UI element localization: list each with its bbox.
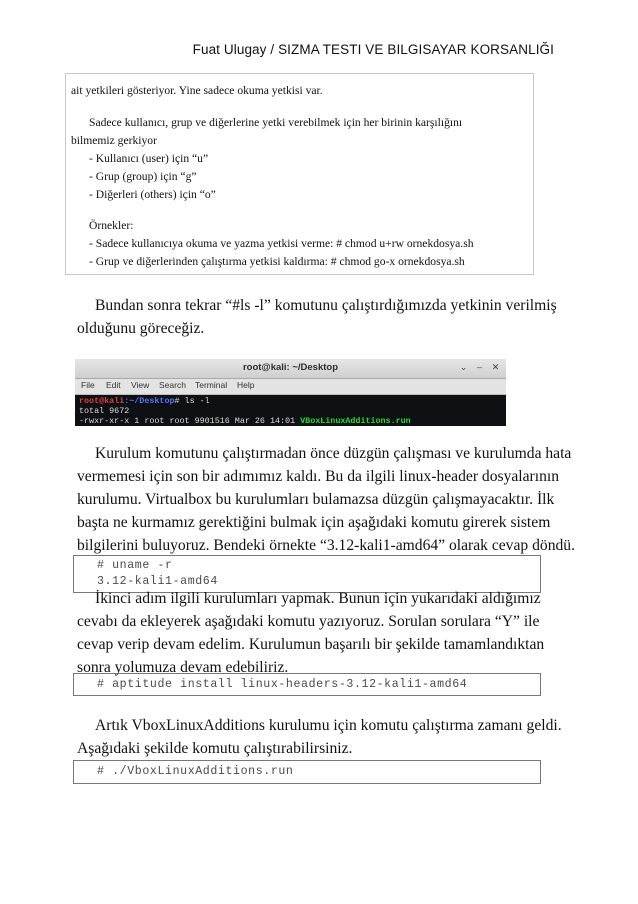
paragraph-line: Bundan sonra tekrar “#ls -l” komutunu çalıştırdığımızda yetkinin verilmiş [95, 297, 557, 314]
minimize-icon[interactable]: ‒ [476, 362, 482, 372]
prompt-path: :~/Desktop [124, 396, 175, 406]
paragraph-line: başta ne kurmamız gerektiğini bulmak için aşağıdaki komutu girerek sistem [77, 514, 551, 531]
info-box [65, 73, 534, 275]
paragraph-line: Artık VboxLinuxAdditions kurulumu için komutu çalıştırma zamanı geldi. [95, 717, 562, 734]
terminal-file-line [79, 416, 411, 426]
file-meta: -rwxr-xr-x 1 root root 9901516 Mar 26 14:01 [79, 416, 301, 426]
terminal-title: root@kali: ~/Desktop [242, 362, 339, 373]
info-line: Sadece kullanıcı, grup ve diğerlerine yetki verebilmek için her birinin karşılığını [89, 116, 463, 129]
info-line: Örnekler: [89, 219, 134, 232]
paragraph-line: vermemesi için son bir adımımız kaldı. Bu da ilgili linux-header dosyalarının [77, 468, 559, 485]
menu-help[interactable]: Help [237, 380, 255, 390]
code-line: 3.12-kali1-amd64 [97, 575, 218, 588]
page-header: Fuat Ulugay / SIZMA TESTI VE BILGISAYAR KORSANLIĞI [192, 42, 554, 57]
code-block [73, 673, 541, 696]
info-line: - Diğerleri (others) için “o” [89, 188, 216, 201]
info-line: bilmemiz gerkiyor [71, 134, 157, 147]
file-name: VBoxLinuxAdditions.run [300, 416, 411, 426]
prompt-user: root@kali [79, 396, 125, 406]
terminal-prompt-line [79, 396, 210, 406]
terminal-titlebar [75, 359, 506, 379]
paragraph-line: Kurulum komutunu çalıştırmadan önce düzgün çalışması ve kurulumda hata [95, 445, 572, 462]
menu-terminal[interactable]: Terminal [195, 380, 228, 390]
info-line: - Kullanıcı (user) için “u” [89, 152, 209, 165]
info-line: ait yetkileri gösteriyor. Yine sadece okuma yetkisi var. [71, 84, 323, 97]
code-block [73, 555, 541, 593]
minimize-chevron-icon[interactable]: ⌄ [459, 362, 468, 372]
paragraph-line: cevabı da ekleyerek aşağıdaki komutu yazıyoruz. Sorulan sorulara “Y” ile [77, 613, 540, 630]
prompt-command: # ls -l [174, 396, 210, 406]
code-line: # aptitude install linux-headers-3.12-kali1-amd64 [97, 678, 468, 691]
menu-search[interactable]: Search [159, 380, 186, 390]
paragraph-line: İkinci adım ilgili kurulumları yapmak. Bunun için yukarıdaki aldığımız [95, 590, 541, 607]
code-block [73, 760, 541, 784]
paragraph-line: bilgilerini buluyoruz. Bendeki örnekte “3.12-kali1-amd64” olarak cevap döndü. [77, 537, 575, 554]
paragraph-line: sonra yolumuza devam edebiliriz. [77, 659, 289, 676]
terminal-screenshot [75, 359, 506, 426]
code-line: # uname -r [97, 559, 173, 572]
menu-edit[interactable]: Edit [106, 380, 121, 390]
paragraph-line: kurulumu. Virtualbox bu kurulumları bulamazsa düzgün çalışmayacaktır. İlk [77, 491, 555, 508]
terminal-output [75, 395, 506, 426]
menu-view[interactable]: View [131, 380, 150, 390]
paragraph-line: Aşağıdaki şekilde komutu çalıştırabilirsiniz. [77, 740, 353, 757]
close-icon[interactable]: ✕ [491, 362, 500, 372]
paragraph-line: cevap verip devam edelim. Kurulumun başarılı bir şekilde tamamlandıktan [77, 636, 545, 653]
code-line: # ./VboxLinuxAdditions.run [97, 765, 294, 778]
info-line: - Sadece kullanıcıya okuma ve yazma yetkisi verme: # chmod u+rw ornekdosya.sh [89, 237, 474, 250]
terminal-total-line: total 9672 [79, 406, 130, 416]
info-line: - Grup (group) için “g” [89, 170, 197, 183]
paragraph-line: olduğunu göreceğiz. [77, 320, 205, 337]
info-line: - Grup ve diğerlerinden çalıştırma yetkisi kaldırma: # chmod go-x ornekdosya.sh [89, 255, 465, 268]
terminal-menubar [75, 379, 506, 395]
menu-file[interactable]: File [81, 380, 95, 390]
